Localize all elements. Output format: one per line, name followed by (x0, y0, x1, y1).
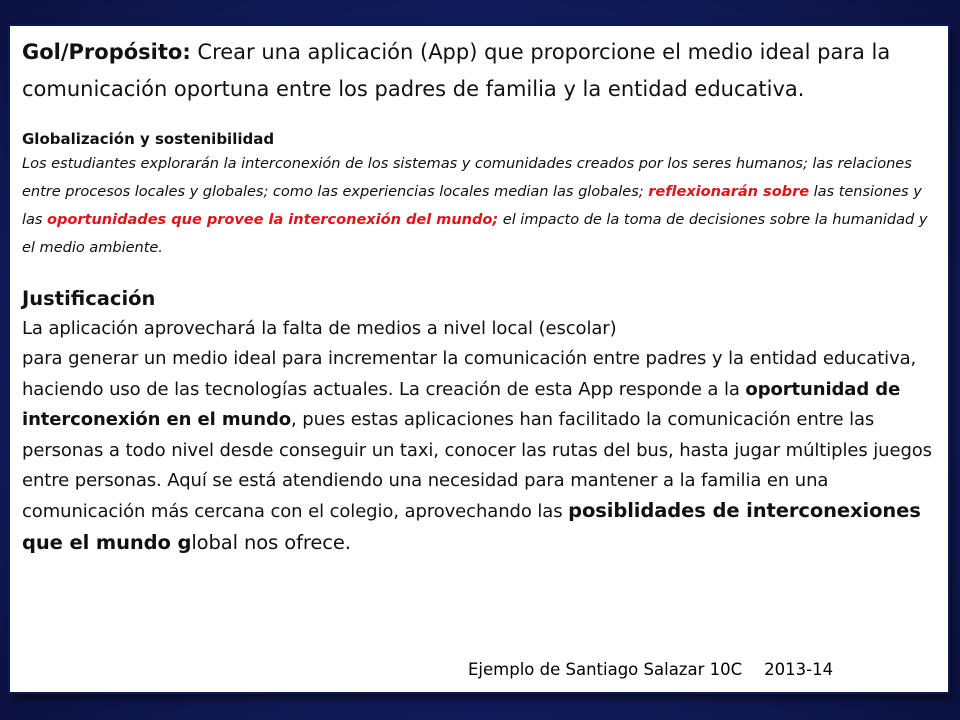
globalization-text-1: Los estudiantes explorarán la interconexión de los sistemas y comunidades creados por los seres humanos; las relaciones entre procesos locales y globales; como las experiencias locales median las globales; (22, 155, 912, 200)
justification-section (22, 284, 942, 559)
globalization-text-3: el impacto de la toma de decisiones sobre la humanidad y el medio ambiente. (22, 211, 928, 256)
credit-year: 2013-14 (764, 660, 834, 679)
globalization-highlight-2: oportunidades que provee la interconexión del mundo; (47, 211, 499, 228)
justification-body (22, 344, 942, 559)
globalization-body (22, 150, 942, 262)
slide-content (22, 34, 942, 559)
justification-text-3: lobal nos ofrece. (191, 530, 351, 554)
credit-line (468, 660, 833, 679)
globalization-section (22, 128, 942, 262)
goal-paragraph (22, 34, 942, 108)
justification-title: Justificación (22, 287, 156, 310)
justification-intro: La aplicación aprovechará la falta de medios a nivel local (escolar) (22, 318, 617, 339)
justification-text-1: para generar un medio ideal para incrementar la comunicación entre padres y la entidad educativa, haciendo uso de las tecnologías actuales. La creación de esta App responde a la (22, 348, 917, 400)
globalization-highlight-1: reflexionarán sobre (648, 183, 810, 200)
globalization-text-2: las tensiones y las (22, 183, 922, 228)
justification-text-2: , pues estas aplicaciones han facilitado la comunicación entre las personas a todo nivel desde conseguir un taxi, conocer las rutas del bus, hasta jugar múltiples juegos entre personas. Aquí se está atendiendo una necesidad para mantener a la familia en una comunicación más cercana con el colegio, aprovechando las (22, 409, 932, 523)
goal-label: Gol/Propósito: (22, 40, 191, 64)
justification-bold-2: posiblidades de interconexiones que el mundo g (22, 499, 921, 554)
goal-text: Crear una aplicación (App) que proporcione el medio ideal para la comunicación oportuna entre los padres de familia y la entidad educativa. (22, 40, 891, 101)
credit-author: Ejemplo de Santiago Salazar 10C (468, 660, 743, 679)
globalization-title: Globalización y sostenibilidad (22, 130, 275, 148)
slide-card (10, 26, 948, 692)
justification-bold-1: oportunidad de interconexión en el mundo (22, 378, 901, 431)
